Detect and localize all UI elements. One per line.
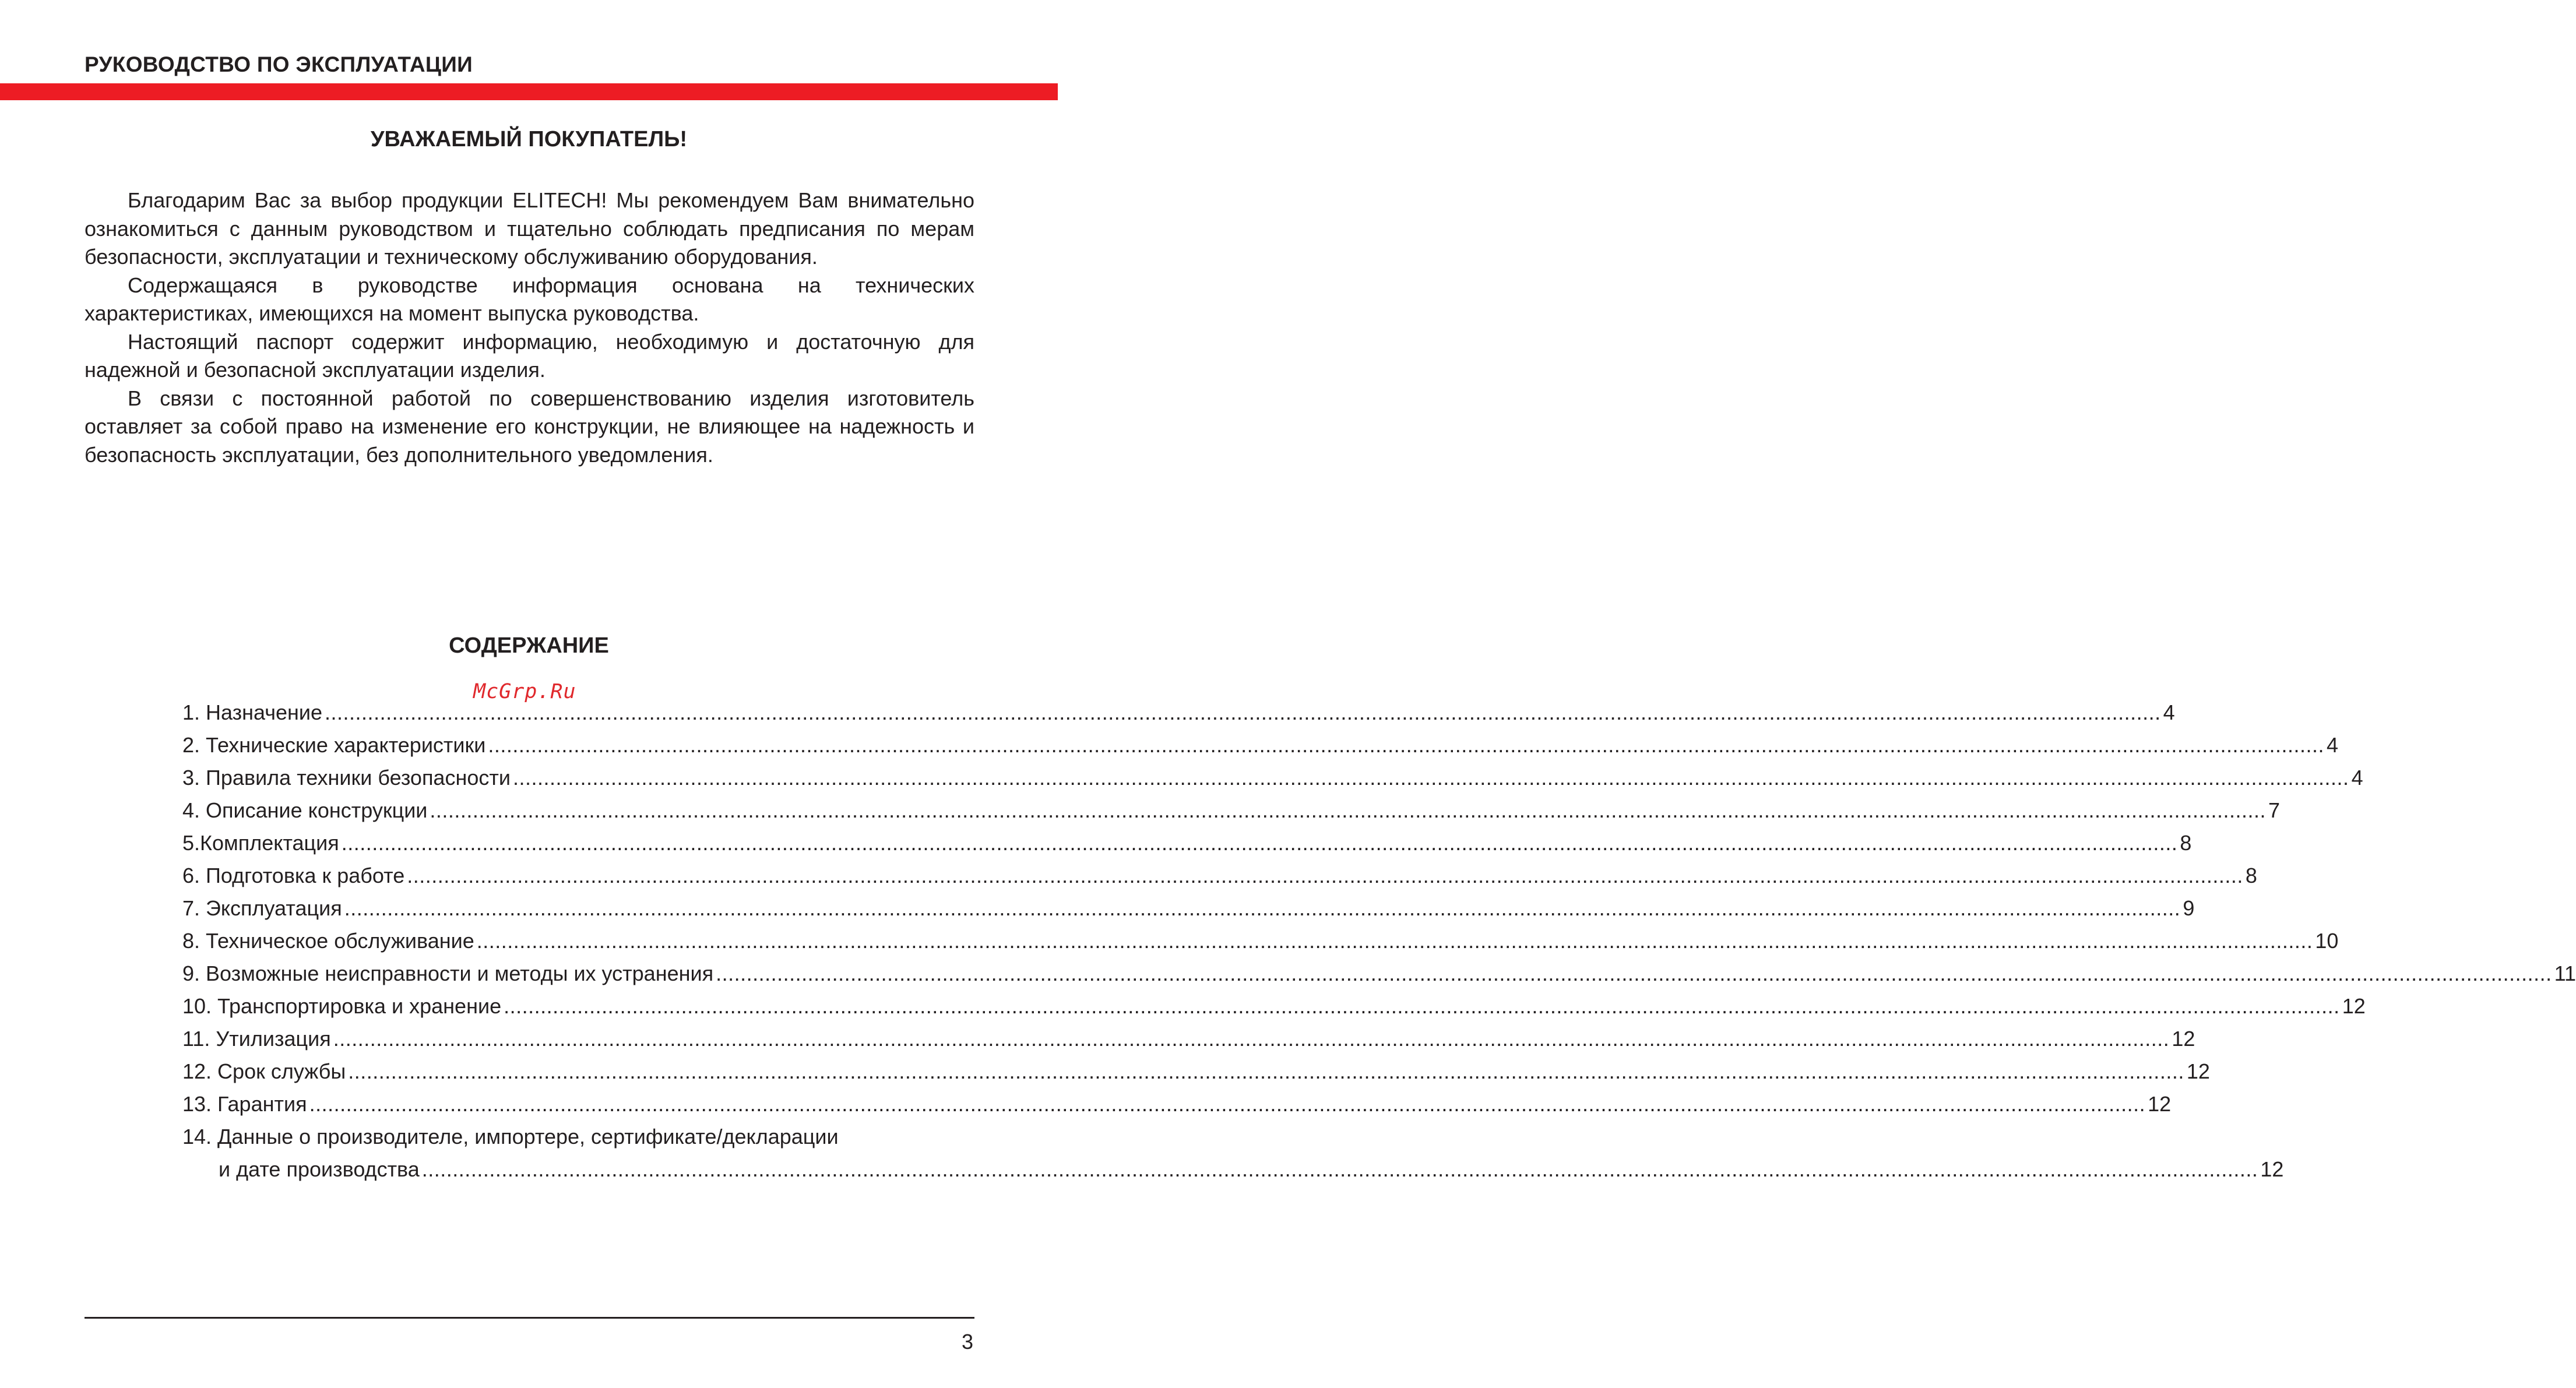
toc-item-page: 12 (2172, 1027, 2195, 1051)
toc-item-label: 13. Гарантия (182, 1092, 307, 1116)
toc-item-label: 1. Назначение (182, 700, 323, 724)
table-of-contents (182, 696, 2576, 1186)
toc-item[interactable] (182, 827, 2192, 859)
toc-item-label: 12. Срок службы (182, 1059, 346, 1083)
toc-item[interactable] (182, 957, 2576, 990)
toc-item-label: 4. Описание конструкции (182, 798, 428, 822)
toc-item[interactable] (182, 1088, 2172, 1121)
intro-paragraph: Настоящий паспорт содержит информацию, необходимую и достаточную для надежной и безопасной эксплуатации изделия. (85, 329, 974, 382)
toc-item[interactable] (182, 1055, 2210, 1088)
toc-leader-dots: ............................................................................................................................................................................................................................................................................................................ (333, 1027, 2170, 1051)
toc-item-label: 10. Транспортировка и хранение (182, 994, 502, 1018)
toc-leader-dots: ............................................................................................................................................................................................................................................................................................................ (476, 929, 2313, 953)
toc-item-page: 7 (2268, 798, 2281, 822)
toc-item[interactable] (182, 925, 2339, 957)
toc-item-page: 8 (2180, 831, 2192, 855)
toc-item-label[interactable]: 14. Данные о производителе, импортере, сертификате/декларации (182, 1125, 839, 1149)
intro-text (85, 186, 974, 469)
toc-item-label: 2. Технические характеристики (182, 733, 486, 757)
toc-item-label: 5.Комплектация (182, 831, 339, 855)
toc-item-label: и дате производства (219, 1157, 420, 1181)
toc-item[interactable] (182, 1023, 2195, 1055)
toc-item-page: 9 (2183, 896, 2195, 920)
toc-item[interactable] (182, 729, 2339, 762)
toc-item[interactable] (182, 990, 2366, 1023)
toc-leader-dots: ............................................................................................................................................................................................................................................................................................................ (344, 896, 2181, 920)
toc-item-page: 12 (2186, 1059, 2210, 1083)
toc-leader-dots: ............................................................................................................................................................................................................................................................................................................ (341, 831, 2178, 855)
toc-item-page: 11 (2554, 961, 2576, 985)
greeting-heading: УВАЖАЕМЫЙ ПОКУПАТЕЛЬ! (370, 127, 688, 152)
toc-item-page: 4 (2163, 700, 2175, 724)
toc-item[interactable] (182, 762, 2363, 794)
watermark-text: McGrp.Ru (473, 680, 576, 703)
toc-item-page: 10 (2315, 929, 2339, 953)
header-red-band (0, 83, 1058, 100)
toc-leader-dots: ............................................................................................................................................................................................................................................................................................................ (488, 733, 2324, 757)
toc-item-page: 12 (2260, 1157, 2284, 1181)
intro-paragraph: В связи с постоянной работой по совершенствованию изделия изготовитель оставляет за собой право на изменение его конструкции, не влияющее на надежность и безопасность эксплуатации, без дополнительного уведомления. (85, 386, 974, 467)
toc-item-label: 3. Правила техники безопасности (182, 766, 511, 790)
toc-leader-dots: ............................................................................................................................................................................................................................................................................................................ (325, 700, 2161, 724)
toc-item-page: 4 (2326, 733, 2339, 757)
toc-item[interactable] (182, 1153, 2284, 1186)
toc-leader-dots: ............................................................................................................................................................................................................................................................................................................ (430, 798, 2267, 822)
toc-leader-dots: ............................................................................................................................................................................................................................................................................................................ (504, 994, 2340, 1018)
toc-item-page: 4 (2351, 766, 2363, 790)
intro-paragraph: Содержащаяся в руководстве информация основана на технических характеристиках, имеющихся на момент выпуска руководства. (85, 273, 974, 325)
toc-leader-dots: ............................................................................................................................................................................................................................................................................................................ (421, 1157, 2258, 1181)
toc-item-label: 7. Эксплуатация (182, 896, 342, 920)
toc-title: СОДЕРЖАНИЕ (449, 633, 609, 658)
intro-paragraph: Благодарим Вас за выбор продукции ELITECH! Мы рекомендуем Вам внимательно ознакомиться с данным руководством и тщательно соблюдать предписания по мерам безопасности, эксплуатации и техническому обслуживанию оборудования. (85, 188, 974, 269)
toc-item[interactable] (182, 859, 2257, 892)
toc-leader-dots: ............................................................................................................................................................................................................................................................................................................ (512, 766, 2349, 790)
toc-item-page: 12 (2342, 994, 2366, 1018)
toc-item[interactable] (182, 696, 2175, 729)
toc-item[interactable] (182, 794, 2281, 827)
document-header-title: РУКОВОДСТВО ПО ЭКСПЛУАТАЦИИ (85, 52, 473, 76)
toc-leader-dots: ............................................................................................................................................................................................................................................................................................................ (309, 1092, 2146, 1116)
page-number: 3 (961, 1330, 973, 1354)
toc-item[interactable] (182, 892, 2195, 925)
toc-item-label: 8. Техническое обслуживание (182, 929, 474, 953)
toc-item-page: 8 (2245, 864, 2257, 887)
toc-item-label: 11. Утилизация (182, 1027, 331, 1051)
toc-leader-dots: ............................................................................................................................................................................................................................................................................................................ (407, 864, 2243, 887)
toc-leader-dots: ............................................................................................................................................................................................................................................................................................................ (716, 961, 2552, 985)
toc-item-page: 12 (2148, 1092, 2172, 1116)
toc-item-label: 6. Подготовка к работе (182, 864, 405, 887)
footer-rule (85, 1317, 974, 1319)
toc-item-label: 9. Возможные неисправности и методы их устранения (182, 961, 714, 985)
toc-leader-dots: ............................................................................................................................................................................................................................................................................................................ (348, 1059, 2184, 1083)
